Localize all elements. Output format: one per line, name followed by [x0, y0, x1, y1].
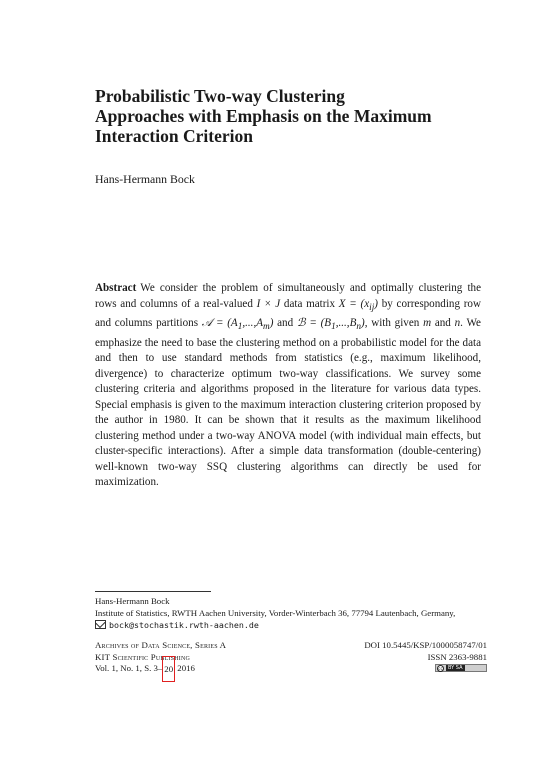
email-link[interactable]: bock@stochastik.rwth-aachen.de — [109, 620, 259, 630]
envelope-icon — [95, 620, 106, 629]
abstract — [95, 281, 481, 491]
volume-info: Vol. 1, No. 1, S. 3– 20 2016 — [95, 663, 195, 682]
math-m: m — [423, 317, 432, 330]
footnote-address: Institute of Statistics, RWTH Aachen University, Vorder-Winterbach 36, 77794 Lautenbach, Germany, — [95, 608, 456, 618]
abstract-text: by corresponding row and columns partitions — [95, 297, 481, 330]
footnote — [95, 595, 495, 631]
title-line: Interaction Criterion — [95, 126, 253, 146]
math-dims: I × J — [256, 297, 281, 310]
paper-title — [95, 86, 495, 146]
cc-by-sa-icon[interactable]: cc BY SA — [435, 664, 487, 672]
math-n: n — [454, 317, 461, 330]
journal-name: Archives of Data Science, Series A — [95, 640, 227, 650]
title-line: Probabilistic Two-way Clustering — [95, 86, 345, 106]
abstract-text: . We emphasize the need to base the clustering method on a probabilistic model for the data and then to use standard methods from statistics (e.g., maximum likelihood, divergence) to characterize optimum two-way classifications. We survey some clustering criteria and algorithms proposed in the literature for various data types. Special emphasis is given to the maximum interaction clustering criterion proposed by the author in 1980. It can be shown that it results as the maximum likelihood clustering method under a two-way ANOVA model (with individual main effects, but cluster-specific interactions). After a simple data transformation (double-centering) well-known two-way SSQ clustering algorithms can directly be used for maximization. — [95, 317, 481, 489]
abstract-label: Abstract — [95, 282, 137, 294]
footnote-name: Hans-Hermann Bock — [95, 596, 170, 606]
author-name: Hans-Hermann Bock — [95, 172, 195, 186]
publisher-name: KIT Scientific Publishing — [95, 651, 191, 662]
abstract-text: , with given — [364, 317, 424, 330]
math-matrix: $X = (x_{ij})$ — [338, 297, 378, 313]
footnote-divider — [95, 591, 211, 592]
abstract-text: We consider the problem of simultaneously and optimally clustering the rows and columns of a real-valued — [95, 282, 481, 310]
math-col-partition: ℬ = $(B_1,...,B_n)$ — [296, 317, 365, 333]
title-line: Approaches with Emphasis on the Maximum — [95, 106, 432, 126]
abstract-text: and — [431, 317, 455, 330]
page-end-highlight[interactable]: 20 — [162, 656, 175, 682]
publication-info — [95, 640, 487, 682]
doi[interactable]: DOI 10.5445/KSP/1000058747/01 — [364, 640, 487, 650]
math-row-partition: 𝒜 = $(A_1,...,A_m)$ — [201, 317, 274, 333]
abstract-text: and — [273, 317, 297, 330]
issn: ISSN 2363-9881 — [427, 651, 487, 662]
email-line — [95, 619, 495, 631]
abstract-text: data matrix — [280, 297, 339, 310]
